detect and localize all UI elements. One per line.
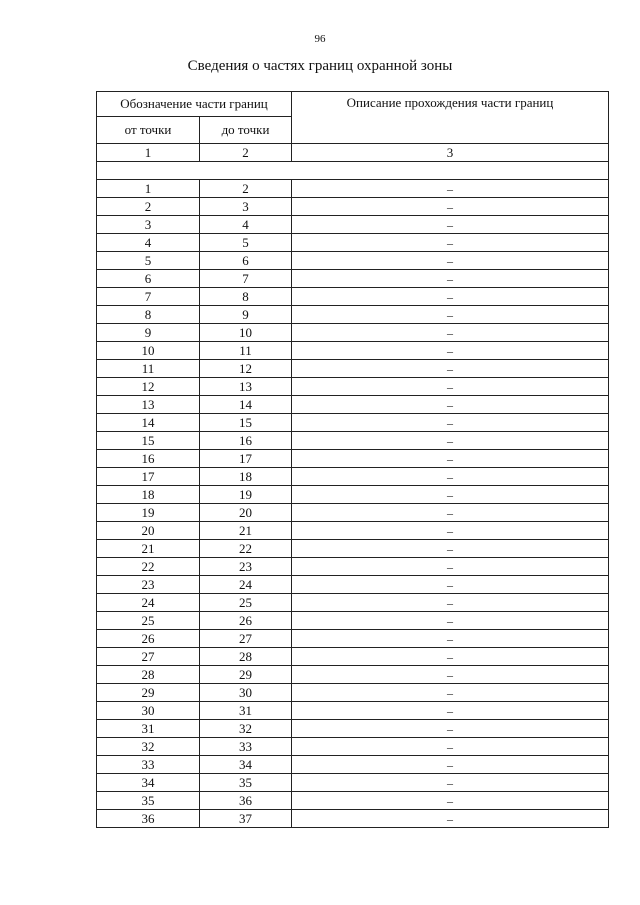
table-row [97,216,609,234]
from-point-cell: 26 [97,630,200,648]
table-row [97,324,609,342]
to-point-cell: 4 [200,216,292,234]
boundary-parts-table [96,91,609,828]
from-point-cell: 24 [97,594,200,612]
from-point-cell: 35 [97,792,200,810]
to-point-cell: 21 [200,522,292,540]
table-row [97,522,609,540]
table-row [97,774,609,792]
table-row [97,756,609,774]
to-point-cell: 32 [200,720,292,738]
description-cell: – [292,684,609,702]
header-row [97,92,609,117]
table-row [97,306,609,324]
table-row [97,558,609,576]
from-point-cell: 10 [97,342,200,360]
description-cell: – [292,414,609,432]
description-cell: – [292,540,609,558]
description-cell: – [292,594,609,612]
description-cell: – [292,252,609,270]
from-point-cell: 23 [97,576,200,594]
table-row [97,630,609,648]
to-point-cell: 34 [200,756,292,774]
table-row [97,234,609,252]
description-cell: – [292,432,609,450]
to-point-cell: 18 [200,468,292,486]
column-number: 3 [292,144,609,162]
description-cell: – [292,666,609,684]
to-point-cell: 22 [200,540,292,558]
to-point-cell: 17 [200,450,292,468]
from-point-cell: 9 [97,324,200,342]
to-point-cell: 2 [200,180,292,198]
from-point-cell: 16 [97,450,200,468]
description-cell: – [292,576,609,594]
empty-section-row [97,162,609,180]
from-point-cell: 1 [97,180,200,198]
to-point-cell: 11 [200,342,292,360]
to-point-cell: 31 [200,702,292,720]
from-point-cell: 27 [97,648,200,666]
table-row [97,738,609,756]
to-point-cell: 37 [200,810,292,828]
to-point-cell: 14 [200,396,292,414]
page-number: 96 [314,33,326,45]
header-description: Описание прохождения части границ [292,92,609,144]
from-point-cell: 14 [97,414,200,432]
description-cell: – [292,702,609,720]
from-point-cell: 32 [97,738,200,756]
table-row [97,252,609,270]
document-title: Сведения о частях границ охранной зоны [187,58,453,74]
description-cell: – [292,774,609,792]
table-row [97,486,609,504]
description-cell: – [292,522,609,540]
table-row [97,504,609,522]
description-cell: – [292,270,609,288]
header-to-point: до точки [200,117,292,144]
from-point-cell: 12 [97,378,200,396]
description-cell: – [292,306,609,324]
table-row [97,396,609,414]
to-point-cell: 13 [200,378,292,396]
table-row [97,198,609,216]
to-point-cell: 7 [200,270,292,288]
to-point-cell: 19 [200,486,292,504]
from-point-cell: 7 [97,288,200,306]
to-point-cell: 8 [200,288,292,306]
table-row [97,648,609,666]
to-point-cell: 16 [200,432,292,450]
from-point-cell: 17 [97,468,200,486]
to-point-cell: 23 [200,558,292,576]
description-cell: – [292,612,609,630]
table-row [97,270,609,288]
to-point-cell: 29 [200,666,292,684]
description-cell: – [292,216,609,234]
to-point-cell: 30 [200,684,292,702]
table-row [97,342,609,360]
table-row [97,414,609,432]
table-row [97,684,609,702]
from-point-cell: 20 [97,522,200,540]
to-point-cell: 36 [200,792,292,810]
description-cell: – [292,450,609,468]
description-cell: – [292,738,609,756]
table-row [97,450,609,468]
empty-section-cell [97,162,609,180]
description-cell: – [292,234,609,252]
description-cell: – [292,504,609,522]
description-cell: – [292,288,609,306]
table-row [97,612,609,630]
table-row [97,576,609,594]
table-row [97,792,609,810]
from-point-cell: 18 [97,486,200,504]
to-point-cell: 15 [200,414,292,432]
description-cell: – [292,810,609,828]
from-point-cell: 30 [97,702,200,720]
table-row [97,720,609,738]
to-point-cell: 9 [200,306,292,324]
description-cell: – [292,630,609,648]
from-point-cell: 31 [97,720,200,738]
column-number: 2 [200,144,292,162]
from-point-cell: 33 [97,756,200,774]
table-row [97,540,609,558]
description-cell: – [292,486,609,504]
from-point-cell: 5 [97,252,200,270]
from-point-cell: 2 [97,198,200,216]
table-row [97,594,609,612]
from-point-cell: 3 [97,216,200,234]
table-row [97,468,609,486]
from-point-cell: 11 [97,360,200,378]
header-from-point: от точки [97,117,200,144]
to-point-cell: 3 [200,198,292,216]
from-point-cell: 34 [97,774,200,792]
from-point-cell: 6 [97,270,200,288]
description-cell: – [292,756,609,774]
from-point-cell: 22 [97,558,200,576]
from-point-cell: 29 [97,684,200,702]
column-number-row [97,144,609,162]
description-cell: – [292,198,609,216]
table-row [97,432,609,450]
to-point-cell: 35 [200,774,292,792]
description-cell: – [292,792,609,810]
to-point-cell: 25 [200,594,292,612]
to-point-cell: 5 [200,234,292,252]
table-row [97,666,609,684]
description-cell: – [292,558,609,576]
from-point-cell: 36 [97,810,200,828]
from-point-cell: 19 [97,504,200,522]
from-point-cell: 13 [97,396,200,414]
description-cell: – [292,648,609,666]
to-point-cell: 20 [200,504,292,522]
to-point-cell: 12 [200,360,292,378]
description-cell: – [292,360,609,378]
column-number: 1 [97,144,200,162]
description-cell: – [292,378,609,396]
to-point-cell: 24 [200,576,292,594]
table-row [97,360,609,378]
header-boundary-part-designation: Обозначение части границ [97,92,292,117]
table-row [97,288,609,306]
from-point-cell: 25 [97,612,200,630]
description-cell: – [292,342,609,360]
from-point-cell: 15 [97,432,200,450]
to-point-cell: 27 [200,630,292,648]
description-cell: – [292,468,609,486]
table-row [97,810,609,828]
description-cell: – [292,324,609,342]
table-row [97,702,609,720]
from-point-cell: 28 [97,666,200,684]
description-cell: – [292,180,609,198]
to-point-cell: 6 [200,252,292,270]
to-point-cell: 26 [200,612,292,630]
description-cell: – [292,720,609,738]
table-row [97,180,609,198]
from-point-cell: 8 [97,306,200,324]
from-point-cell: 21 [97,540,200,558]
to-point-cell: 33 [200,738,292,756]
table-row [97,378,609,396]
to-point-cell: 28 [200,648,292,666]
description-cell: – [292,396,609,414]
to-point-cell: 10 [200,324,292,342]
from-point-cell: 4 [97,234,200,252]
